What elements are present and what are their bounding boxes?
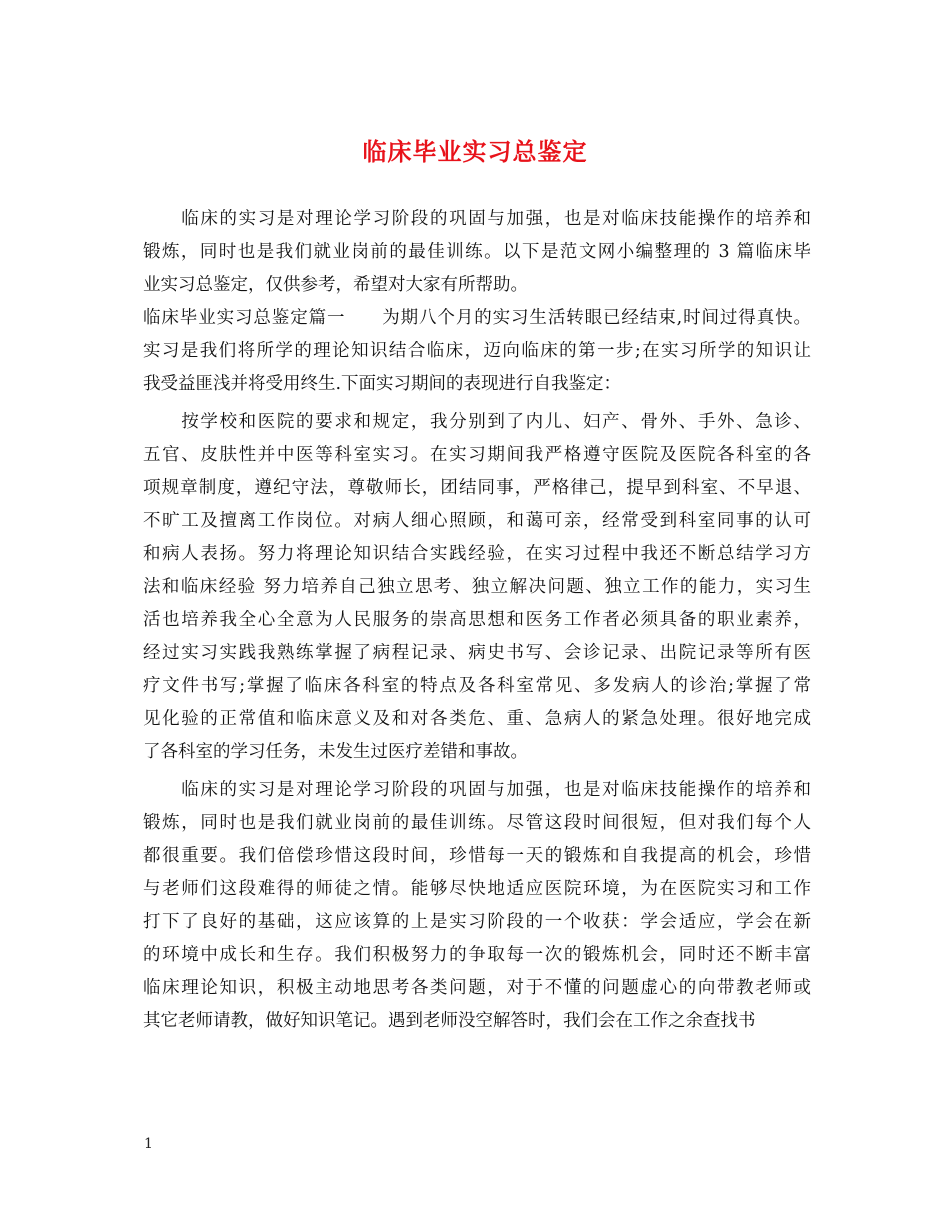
text-line: 疗文件书写;掌握了临床各科室的特点及各科室常见、多发病人的诊治;掌握了常 (143, 676, 811, 696)
text-line: 经过实习实践我熟练掌握了病程记录、病史书写、会诊记录、出院记录等所有医 (143, 643, 811, 663)
text-line: 法和临床经验 努力培养自己独立思考、独立解决问题、独立工作的能力，实习生 (143, 577, 811, 597)
text-line: 都很重要。我们倍偿珍惜这段时间，珍惜每一天的锻炼和自我提高的机会，珍惜 (143, 846, 811, 866)
text-line: 不旷工及擅离工作岗位。对病人细心照顾，和蔼可亲，经常受到科室同事的认可 (143, 511, 811, 531)
text-line: 见化验的正常值和临床意义及和对各类危、重、急病人的紧急处理。很好地完成 (143, 709, 811, 729)
text-line: 其它老师请教，做好知识笔记。遇到老师没空解答时，我们会在工作之余查找书 (143, 1011, 756, 1031)
text-line: 五官、皮肤性并中医等科室实习。在实习期间我严格遵守医院及医院各科室的各 (143, 445, 811, 465)
paragraph (143, 302, 811, 401)
text-line: 临床的实习是对理论学习阶段的巩固与加强，也是对临床技能操作的培养和 (143, 209, 811, 229)
document-body (143, 203, 811, 1038)
text-line: 了各科室的学习任务，未发生过医疗差错和事故。 (143, 742, 528, 762)
text-line: 锻炼，同时也是我们就业岗前的最佳训练。以下是范文网小编整理的 3 篇临床毕 (143, 242, 811, 262)
text-line: 打下了良好的基础，这应该算的上是实习阶段的一个收获：学会适应，学会在新 (143, 912, 811, 932)
text-line: 我受益匪浅并将受用终生.下面实习期间的表现进行自我鉴定： (143, 374, 622, 394)
text-line: 的环境中成长和生存。我们积极努力的争取每一次的锻炼机会，同时还不断丰富 (143, 945, 811, 965)
text-line: 临床的实习是对理论学习阶段的巩固与加强，也是对临床技能操作的培养和 (143, 780, 811, 800)
paragraph (143, 406, 811, 769)
text-line: 项规章制度，遵纪守法，尊敬师长，团结同事，严格律己，提早到科室、不早退、 (143, 478, 811, 498)
text-line: 临床毕业实习总鉴定篇一 为期八个月的实习生活转眼已经结束,时间过得真快。 (143, 308, 811, 328)
text-line: 按学校和医院的要求和规定，我分别到了内儿、妇产、骨外、手外、急诊、 (143, 412, 811, 432)
text-line: 与老师们这段难得的师徒之情。能够尽快地适应医院环境，为在医院实习和工作 (143, 879, 811, 899)
text-line: 临床理论知识，积极主动地思考各类问题，对于不懂的问题虚心的向带教老师或 (143, 978, 811, 998)
paragraph (143, 203, 811, 302)
text-line: 锻炼，同时也是我们就业岗前的最佳训练。尽管这段时间很短，但对我们每个人 (143, 813, 811, 833)
text-line: 活也培养我全心全意为人民服务的崇高思想和医务工作者必须具备的职业素养， (143, 610, 811, 630)
page-number: 1 (144, 1136, 153, 1152)
text-line: 和病人表扬。努力将理论知识结合实践经验，在实习过程中我还不断总结学习方 (143, 544, 811, 564)
text-line: 实习是我们将所学的理论知识结合临床，迈向临床的第一步;在实习所学的知识让 (143, 341, 811, 361)
paragraph (143, 774, 811, 1038)
document-title: 临床毕业实习总鉴定 (362, 138, 588, 166)
text-line: 业实习总鉴定，仅供参考，希望对大家有所帮助。 (143, 275, 528, 295)
